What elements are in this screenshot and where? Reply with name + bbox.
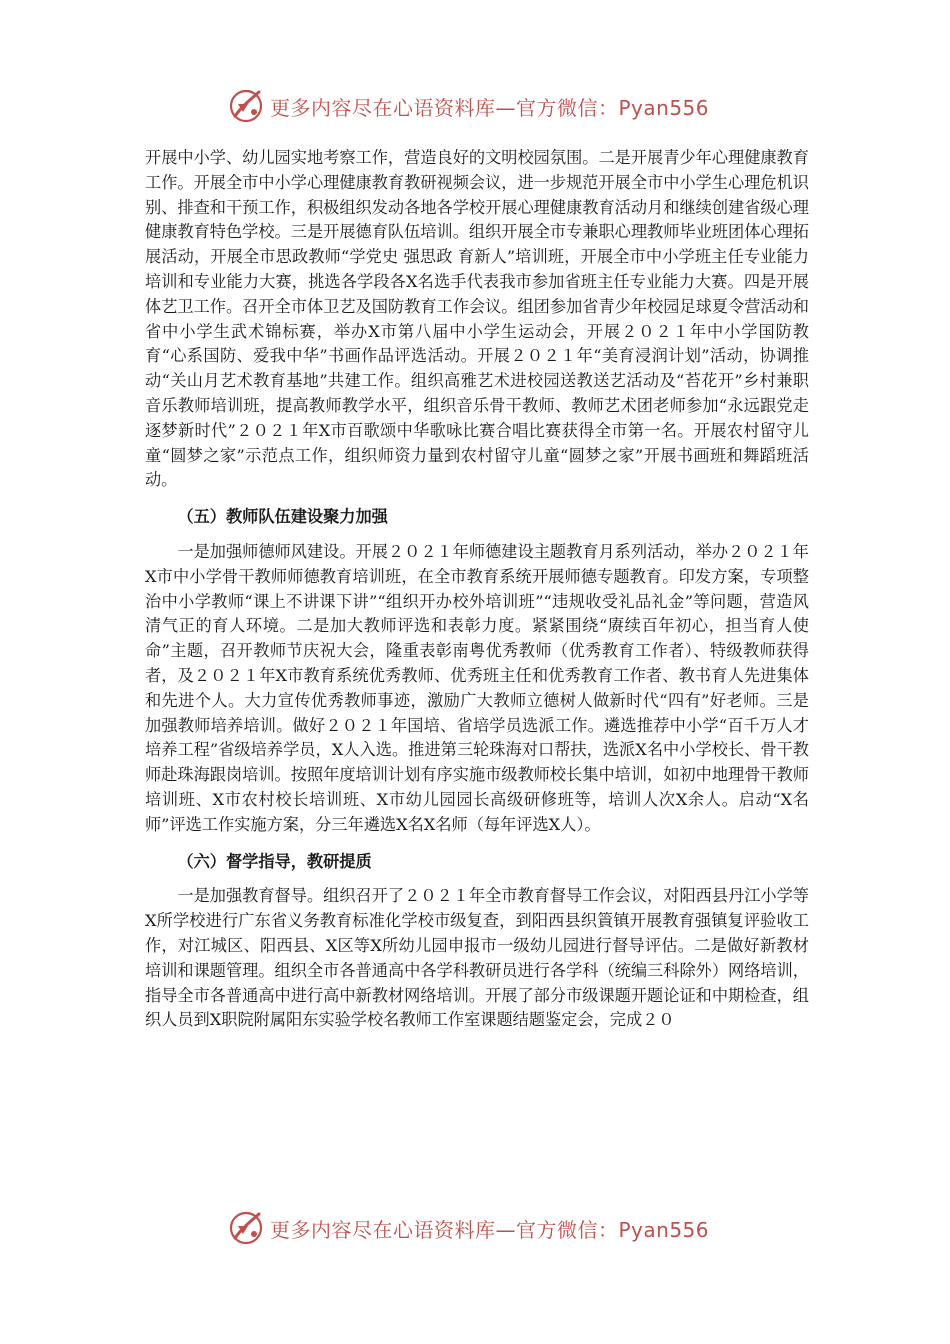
paragraph-continuation: 开展中小学、幼儿园实地考察工作，营造良好的文明校园氛围。二是开展青少年心理健康教育工作。开展全市中小学心理健康教育教研视频会议，进一步规范开展全市中小学生心理危机识别、排查和干预工作，积极组织发动各地各学校开展心理健康教育活动月和继续创建省级心理健康教育特色学校。三是开展德育队伍培训。组织开展全市专兼职心理教师毕业班团体心理拓展活动，开展全市思政教师“学党史 强思政 育新人”培训班，开展全市中小学班主任专业能力培训和专业能力大赛，挑选各学段各X名选手代表我市参加省班主任专业能力大赛。四是开展体艺卫工作。召开全市体卫艺及国防教育工作会议。组团参加省青少年校园足球夏令营活动和省中小学生武术锦标赛，举办X市第八届中小学生运动会，开展２０２１年中小学国防教育“心系国防、爱我中华”书画作品评选活动。开展２０２１年“美育浸润计划”活动，协调推动“关山月艺术教育基地”共建工作。组织高雅艺术进校园送教送艺活动及“苔花开”乡村兼职音乐教师培训班，提高教师教学水平，组织音乐骨干教师、教师艺术团老师参加“永远跟党走 逐梦新时代”２０２１年X市百歌颂中华歌咏比赛合唱比赛获得全市第一名。开展农村留守儿童“圆梦之家”示范点工作，组织师资力量到农村留守儿童“圆梦之家”开展书画班和舞蹈班活动。 xyxy=(145,148,809,490)
watermark-banner-top xyxy=(0,84,950,128)
watermark-banner-bottom xyxy=(0,1206,950,1250)
paragraph-teacher-team: 一是加强师德师风建设。开展２０２１年师德建设主题教育月系列活动，举办２０２１年X市中小学骨干教师师德教育培训班，在全市教育系统开展师德专题教育。印发方案，专项整治中小学教师“课上不讲课下讲”“组织开办校外培训班”“违规收受礼品礼金”等问题，营造风清气正的育人环境。二是加大教师评选和表彰力度。紧紧围绕“赓续百年初心，担当育人使命”主题，召开教师节庆祝大会，隆重表彰南粤优秀教师（优秀教育工作者）、特级教师获得者，及２０２１年X市教育系统优秀教师、优秀班主任和优秀教育工作者、教书育人先进集体和先进个人。大力宣传优秀教师事迹，激励广大教师立德树人做新时代“四有”好老师。三是加强教师培养培训。做好２０２１年国培、省培学员选派工作。遴选推荐中小学“百千万人才培养工程”省级培养学员，X人入选。推进第三轮珠海对口帮扶，选派X名中小学校长、骨干教师赴珠海跟岗培训。按照年度培训计划有序实施市级教师校长集中培训，如初中地理骨干教师培训班、X市农村校长培训班、X市幼儿园园长高级研修班等，培训人次X余人。启动“X名师”评选工作实施方案，分三年遴选X名X名师（每年评选X人）。 xyxy=(145,541,809,834)
section-heading-5: （五）教师队伍建设聚力加强 xyxy=(177,507,388,527)
paragraph-supervision: 一是加强教育督导。组织召开了２０２１年全市教育督导工作会议，对阳西县丹江小学等X所学校进行广东省义务教育标准化学校市级复查，到阳西县织篢镇开展教育强镇复评验收工作，对江城区、阳西县、X区等X所幼儿园申报市一级幼儿园进行督导评估。二是做好新教材培训和课题管理。组织全市各普通高中各学科教研员进行各学科（统编三科除外）网络培训，指导全市各普通高中进行高中新教材网络培训。开展了部分市级课题开题论证和中期检查，组织人员到X职院附属阳东实验学校名教师工作室课题结题鉴定会，完成２０ xyxy=(145,886,809,1030)
watermark-logo-icon xyxy=(226,1208,266,1248)
document-body xyxy=(145,146,809,1033)
section-heading-6: （六）督学指导，教研提质 xyxy=(177,851,372,871)
watermark-text: 更多内容尽在心语资料库—官方微信：Pyan556 xyxy=(270,95,710,120)
watermark-logo-icon xyxy=(226,86,266,126)
watermark-text: 更多内容尽在心语资料库—官方微信：Pyan556 xyxy=(270,1217,710,1242)
